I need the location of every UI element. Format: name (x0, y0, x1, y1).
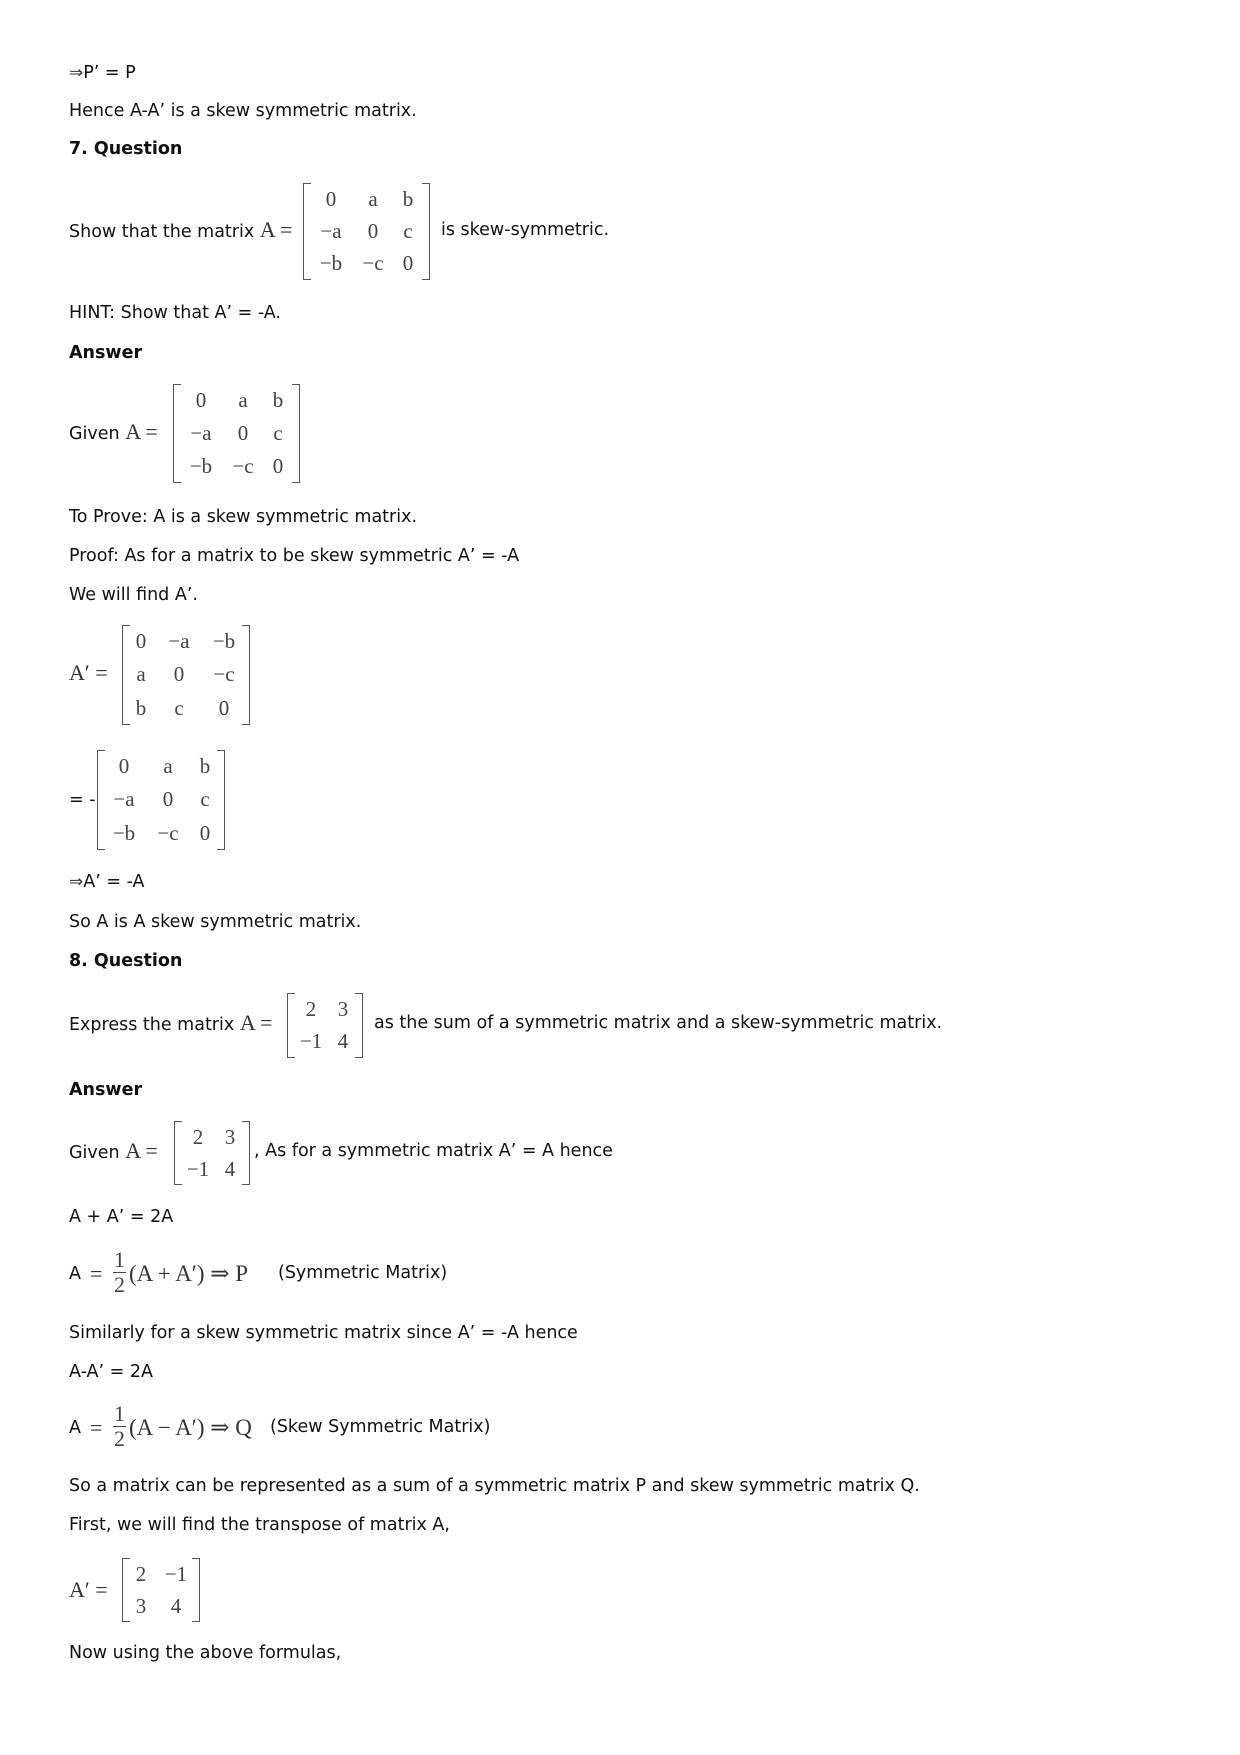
matrix-cell-0-0: 0 (195, 388, 207, 412)
matrix-cell-1-1: 0 (237, 421, 249, 445)
matrix-cell-1-0: −a (190, 421, 212, 445)
q8-question-text: Express the matrix (69, 1015, 235, 1035)
p-formula-body: (A + A′) ⇒ P (129, 1261, 249, 1286)
matrix-cell-0-1: −a (168, 629, 190, 654)
matrix-cell-2-0: b (135, 695, 147, 720)
q7-heading: 7. Question (69, 139, 183, 159)
p-formula-label: (Symmetric Matrix) (278, 1263, 448, 1283)
p-formula-lhs: A (69, 1264, 81, 1284)
right-bracket (192, 1558, 200, 1622)
p-formula-fraction (113, 1248, 126, 1297)
implies-text: P’ = P (83, 63, 136, 83)
right-bracket (292, 384, 300, 483)
q7-question-suffix: is skew-symmetric. (441, 220, 610, 240)
q7-hint: HINT: Show that A’ = -A. (69, 303, 281, 323)
left-bracket (97, 750, 105, 850)
q8-question-matrix (287, 993, 363, 1058)
p-formula-eq: = (90, 1261, 103, 1286)
q8-similarly: Similarly for a skew symmetric matrix since A’ = -A hence (69, 1323, 578, 1343)
q8-question-lhs: A = (239, 1010, 273, 1035)
q8-given-suffix: , As for a symmetric matrix A’ = A hence (254, 1141, 613, 1161)
matrix-cell-1-0: −a (320, 218, 342, 243)
q7-question-text: Show that the matrix (69, 222, 255, 242)
matrix-cell-2-2: 0 (218, 695, 230, 720)
matrix-cell-0-2: b (199, 754, 211, 779)
matrix-cell-0-2: −b (212, 629, 236, 654)
matrix-cell-0-1: a (238, 388, 248, 412)
q8-question-suffix: as the sum of a symmetric matrix and a skew-symmetric matrix. (374, 1013, 943, 1033)
implies-arrow-icon: ⇒ (69, 872, 84, 892)
matrix-cell-0-0: 0 (118, 754, 130, 779)
q-formula-body: (A − A′) ⇒ Q (129, 1415, 252, 1440)
implies-arrow-icon: ⇒ (69, 63, 84, 83)
matrix-cell-1-2: −c (213, 662, 235, 687)
q7-transpose-lhs: A′ = (69, 660, 108, 685)
matrix-cell-1-0: 3 (135, 1593, 147, 1618)
matrix-cell-2-2: 0 (272, 454, 284, 478)
q7-conclusion: So A is A skew symmetric matrix. (69, 912, 362, 932)
q7-question-prefix (69, 219, 292, 243)
matrix-cell-1-0: −1 (186, 1156, 210, 1181)
matrix-cell-2-0: −b (189, 454, 213, 478)
matrix-cell-1-0: −a (113, 787, 135, 812)
left-bracket (122, 1558, 130, 1622)
q8-given (69, 1140, 158, 1164)
q8-heading: 8. Question (69, 951, 183, 971)
right-bracket (422, 183, 430, 280)
matrix-cell-2-2: 0 (199, 820, 211, 845)
q7-question-lhs: A = (259, 217, 293, 242)
matrix-cell-2-2: 0 (402, 251, 414, 276)
prev-conclusion: Hence A-A’ is a skew symmetric matrix. (69, 101, 417, 121)
q7-given-text: Given (69, 424, 120, 444)
matrix-cell-1-1: 0 (173, 662, 185, 687)
implies-line-p (69, 62, 136, 84)
fraction-denominator: 2 (114, 1272, 125, 1297)
matrix-cell-0-0: 0 (135, 629, 147, 654)
q7-given (69, 421, 158, 445)
left-bracket (303, 183, 311, 280)
implies-line-a (69, 871, 144, 893)
q8-represent: So a matrix can be represented as a sum of a symmetric matrix P and skew symmetric matrix Q. (69, 1476, 920, 1496)
right-bracket (217, 750, 225, 850)
matrix-cell-0-0: 2 (135, 1561, 147, 1586)
q-formula-eq: = (90, 1415, 103, 1440)
matrix-cell-1-1: 4 (337, 1029, 349, 1054)
left-bracket (174, 1121, 182, 1185)
q8-transpose-matrix (122, 1558, 200, 1622)
matrix-cell-1-2: c (273, 421, 283, 445)
matrix-cell-1-0: a (136, 662, 146, 687)
matrix-cell-1-1: 0 (162, 787, 174, 812)
fraction-numerator: 1 (114, 1247, 125, 1272)
left-bracket (287, 993, 295, 1058)
q7-find: We will find A’. (69, 585, 198, 605)
q8-given-matrix (174, 1121, 250, 1185)
matrix-cell-0-2: b (402, 186, 414, 211)
right-bracket (242, 1121, 250, 1185)
matrix-cell-1-1: 4 (224, 1156, 236, 1181)
matrix-cell-0-1: a (163, 754, 173, 779)
q8-given-lhs: A = (125, 1138, 158, 1163)
matrix-cell-2-1: −c (362, 251, 384, 276)
fraction-denominator: 2 (114, 1426, 125, 1451)
q8-first-transpose: First, we will find the transpose of matrix A, (69, 1515, 450, 1535)
q7-proof: Proof: As for a matrix to be skew symmetric A’ = -A (69, 546, 520, 566)
fraction-numerator: 1 (114, 1401, 125, 1426)
q-formula-lhs: A (69, 1418, 81, 1438)
q7-question-matrix (303, 183, 430, 280)
matrix-cell-1-2: c (403, 218, 413, 243)
q7-neg-lhs: = - (69, 790, 96, 810)
matrix-cell-2-0: −b (319, 251, 343, 276)
q8-question-prefix (69, 1012, 272, 1036)
q8-now-using: Now using the above formulas, (69, 1643, 342, 1663)
matrix-cell-1-0: −1 (299, 1029, 323, 1054)
q7-neg-matrix (97, 750, 225, 850)
matrix-cell-0-0: 2 (192, 1124, 204, 1149)
implies-text: A’ = -A (83, 872, 145, 892)
matrix-cell-0-1: −1 (164, 1561, 188, 1586)
q8-transpose-lhs: A′ = (69, 1577, 108, 1602)
q8-sum-eq: A + A’ = 2A (69, 1207, 174, 1227)
q-formula-label: (Skew Symmetric Matrix) (270, 1417, 491, 1437)
q8-diff-eq: A-A’ = 2A (69, 1362, 153, 1382)
q7-to-prove: To Prove: A is a skew symmetric matrix. (69, 507, 418, 527)
matrix-cell-1-2: c (200, 787, 210, 812)
matrix-cell-0-1: 3 (337, 996, 349, 1021)
matrix-cell-0-0: 0 (325, 186, 337, 211)
q8-given-text: Given (69, 1143, 120, 1163)
matrix-cell-2-0: −b (112, 820, 136, 845)
q-formula-fraction (113, 1402, 126, 1451)
q7-given-matrix (173, 384, 300, 483)
matrix-cell-2-1: c (174, 695, 184, 720)
q7-given-lhs: A = (125, 419, 158, 444)
matrix-cell-0-1: 3 (224, 1124, 236, 1149)
matrix-cell-0-0: 2 (305, 996, 317, 1021)
matrix-cell-1-1: 0 (367, 218, 379, 243)
q7-answer-label: Answer (69, 343, 143, 363)
matrix-cell-2-1: −c (157, 820, 179, 845)
q7-transpose-matrix (122, 625, 250, 725)
matrix-cell-0-1: a (368, 186, 378, 211)
left-bracket (173, 384, 181, 483)
right-bracket (242, 625, 250, 725)
matrix-cell-0-2: b (272, 388, 284, 412)
right-bracket (355, 993, 363, 1058)
q8-answer-label: Answer (69, 1080, 143, 1100)
matrix-cell-1-1: 4 (170, 1593, 182, 1618)
matrix-cell-2-1: −c (232, 454, 254, 478)
left-bracket (122, 625, 130, 725)
